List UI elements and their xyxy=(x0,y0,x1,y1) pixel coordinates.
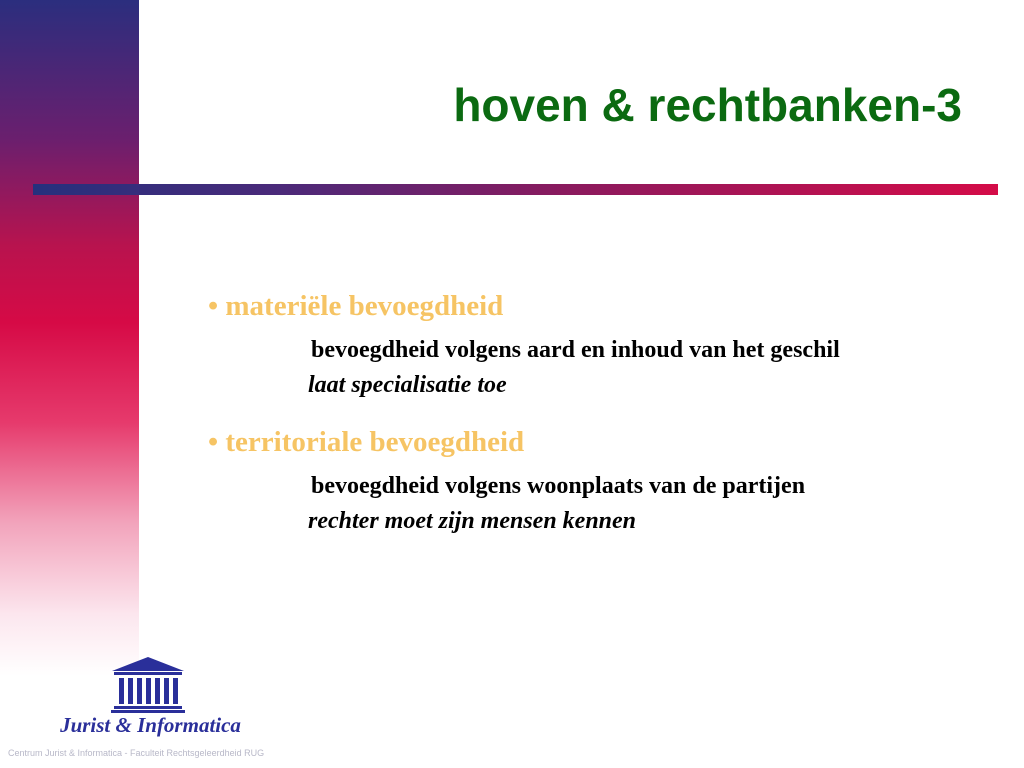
decorative-side-band xyxy=(0,0,139,768)
bullet-heading-territorial: • territoriale bevoegdheid xyxy=(208,426,525,458)
footer-credit: Centrum Jurist & Informatica - Faculteit Rechtsgeleerdheid RUG xyxy=(8,748,265,758)
bullet-detail-material: bevoegdheid volgens aard en inhoud van het geschil xyxy=(311,337,840,363)
bullet-note-territorial: rechter moet zijn mensen kennen xyxy=(308,508,637,534)
bullet-detail-territorial: bevoegdheid volgens woonplaats van de partijen xyxy=(311,473,806,499)
temple-columns-icon xyxy=(110,655,186,713)
slide-title: hoven & rechtbanken-3 xyxy=(453,79,962,131)
title-divider xyxy=(33,184,998,195)
logo-wordmark: Jurist & Informatica xyxy=(60,713,241,737)
bullet-heading-material: • materiële bevoegdheid xyxy=(208,290,504,322)
bullet-note-material: laat specialisatie toe xyxy=(308,372,507,398)
jurist-informatica-logo xyxy=(58,655,243,745)
